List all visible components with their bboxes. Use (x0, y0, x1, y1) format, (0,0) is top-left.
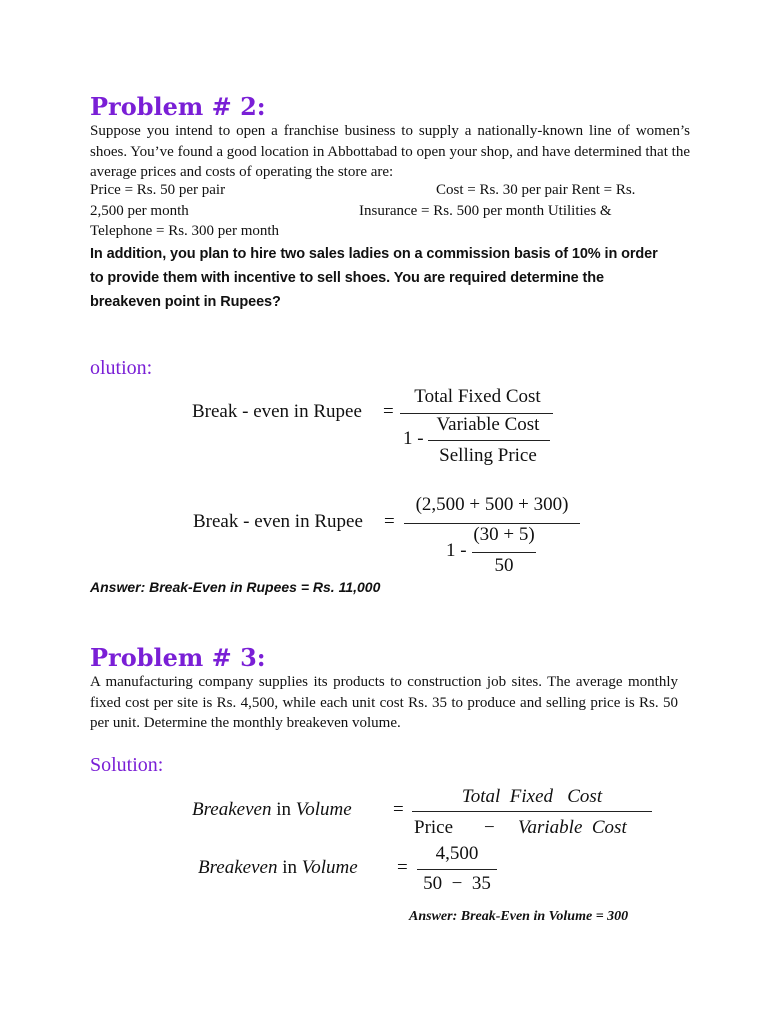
eq4-equals: = (397, 857, 408, 878)
cost-rent-line: Cost = Rs. 30 per pair Rent = Rs. (436, 182, 636, 198)
eq3-lhs-word1: Breakeven (192, 799, 272, 820)
eq3-lhs-word2: Volume (295, 799, 352, 820)
eq3-equals: = (393, 799, 404, 820)
telephone-line: Telephone = Rs. 300 per month (90, 223, 280, 239)
insurance-utilities-line: Insurance = Rs. 500 per month Utilities & (359, 203, 612, 219)
eq1-equals: = (383, 401, 394, 422)
eq1-numerator: Total Fixed Cost (414, 386, 541, 407)
eq2-numerator: (2,500 + 500 + 300) (415, 494, 569, 515)
eq2-lhs: Break - even in Rupee (193, 511, 363, 532)
eq2-inner-denominator: 50 (494, 555, 514, 576)
eq3-fraction-bar (412, 811, 652, 812)
eq4-lhs-word1: Breakeven (198, 857, 278, 878)
eq4-denominator: 50 − 35 (423, 873, 491, 894)
eq3-numerator: Total Fixed Cost (461, 786, 603, 807)
eq3-lhs-in: in (276, 799, 291, 820)
eq1-inner-fraction-bar (428, 440, 550, 441)
problem-3-heading: Problem # 3: (90, 643, 266, 672)
problem-2-paragraph: Suppose you intend to open a franchise business to supply a nationally-known line of women’s shoes. You’ve found a good location in Abbottabad to open your shop, and have determined that the average prices and costs of operating the store are: (90, 123, 690, 180)
eq4-lhs-in: in (282, 857, 297, 878)
bold-line-3: breakeven point in Rupees? (90, 294, 281, 310)
bold-line-2: to provide them with incentive to sell shoes. You are required determine the (90, 270, 604, 286)
rent-value-line: 2,500 per month (90, 203, 189, 219)
price-line: Price = Rs. 50 per pair (90, 182, 226, 198)
problem-2-heading: Problem # 2: (90, 92, 266, 121)
eq1-inner-numerator: Variable Cost (436, 414, 540, 435)
eq4-fraction-bar (417, 869, 497, 870)
answer-rupees: Answer: Break-Even in Rupees = Rs. 11,000 (90, 579, 381, 595)
eq4-lhs (198, 857, 358, 879)
solution-2-label: olution: (90, 357, 153, 379)
answer-volume: Answer: Break-Even in Volume = 300 (409, 909, 629, 924)
eq2-one-minus: 1 - (446, 540, 467, 561)
eq2-equals: = (384, 511, 395, 532)
eq2-inner-fraction-bar (472, 552, 536, 553)
eq3-den-price: Price (414, 817, 454, 838)
eq3-den-variable-cost: Variable Cost (518, 817, 627, 838)
eq2-inner-numerator: (30 + 5) (473, 524, 535, 545)
eq4-numerator: 4,500 (435, 843, 479, 864)
problem-3-paragraph: A manufacturing company supplies its products to construction job sites. The average monthly fixed cost per site is Rs. 4,500, while each unit cost Rs. 35 to produce and selling price is Rs. 50 per unit. Determine the monthly breakeven volume. (90, 674, 678, 731)
eq4-lhs-word2: Volume (301, 857, 358, 878)
solution-3-label: Solution: (90, 754, 164, 776)
eq3-den-minus: − (484, 817, 495, 838)
bold-line-1: In addition, you plan to hire two sales ladies on a commission basis of 10% in order (90, 246, 658, 262)
eq1-lhs: Break - even in Rupee (192, 401, 362, 422)
eq1-one-minus: 1 - (403, 428, 424, 449)
eq1-inner-denominator: Selling Price (439, 445, 537, 466)
eq3-lhs (192, 799, 352, 821)
